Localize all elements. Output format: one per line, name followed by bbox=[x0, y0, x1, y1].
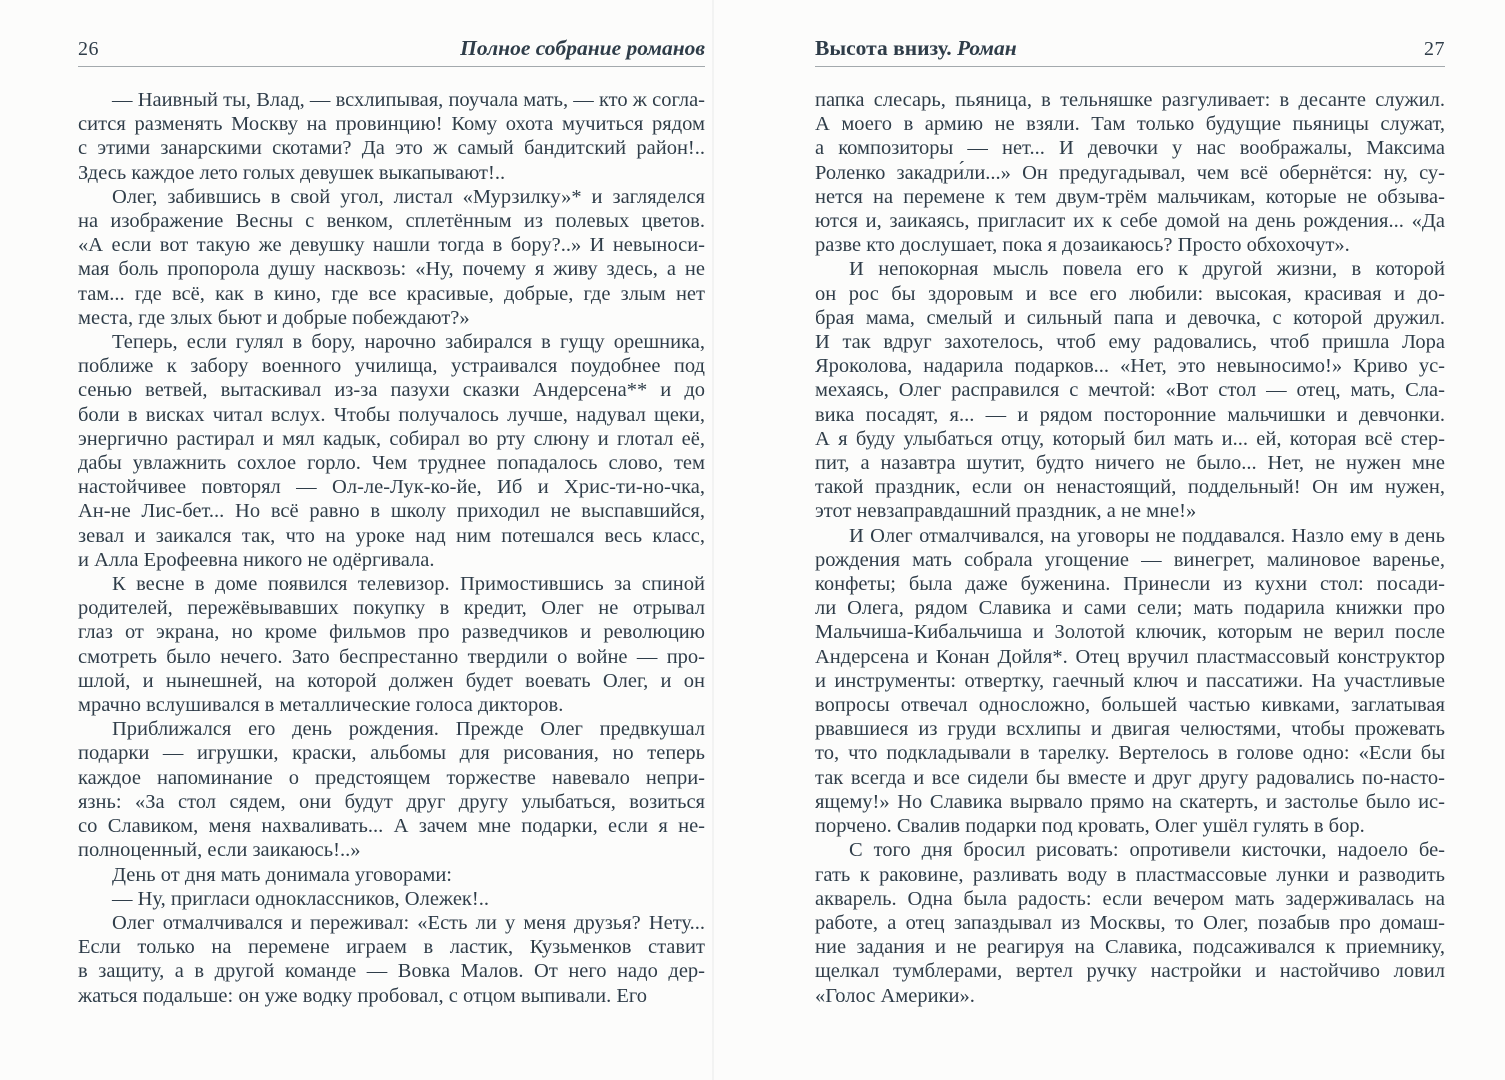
page-number-left: 26 bbox=[78, 38, 99, 60]
running-title-left: Полное собрание романов bbox=[460, 36, 705, 60]
text-line: места, где злых бьют и добрые побеждают?» bbox=[78, 306, 470, 329]
text-line: А моего в армию не взяли. Там только будущие пьяницы служат, bbox=[815, 113, 1445, 136]
paragraph bbox=[78, 863, 705, 887]
text-line: родителей, пережёвывавших покупку в кредит, Олег не отрывал bbox=[78, 597, 705, 620]
paragraph bbox=[815, 524, 1445, 839]
text-line: язнь: «За стол сядем, они будут друг другу улыбаться, возиться bbox=[78, 790, 705, 813]
text-line: каждое напоминание о предстоящем торжестве навевало непри- bbox=[78, 766, 705, 789]
text-line: нется на перемене к тем двум-трём мальчикам, которые не обзыва- bbox=[815, 185, 1445, 208]
paragraph bbox=[78, 330, 705, 572]
text-line: порчено. Свалив подарки под кровать, Олег ушёл гулять в бор. bbox=[815, 815, 1365, 838]
paragraph bbox=[78, 185, 705, 330]
text-line: акварель. Одна была радость: если вечером мать задерживалась на bbox=[815, 887, 1445, 910]
paragraph bbox=[815, 838, 1445, 1007]
page-header-left bbox=[78, 36, 705, 62]
text-line: сится разменять Москву на провинцию! Кому охота мучиться рядом bbox=[78, 113, 705, 136]
text-line: папка слесарь, пьяница, в тельняшке разгуливает: в десанте служил. bbox=[815, 89, 1445, 111]
text-line: И так вдруг захотелось, чтоб ему радовались, чтоб пришла Лора bbox=[815, 331, 1445, 354]
text-line: разве кто дослушает, пока я дозаикаюсь? Просто обхохочут». bbox=[815, 234, 1350, 257]
text-line: Олег, забившись в свой угол, листал «Мурзилку»* и загляделся bbox=[112, 185, 705, 208]
text-line: работе, а отец запаздывал из Москвы, то Олег, позабыв про домаш- bbox=[815, 911, 1445, 934]
text-line: Олег отмалчивался и переживал: «Есть ли у меня друзья? Нету... bbox=[112, 911, 705, 934]
text-line: то, что подкладывали в тарелку. Вертелось в голове одно: «Если бы bbox=[815, 742, 1445, 765]
text-line: мрачно вслушивался в металлические голоса дикторов. bbox=[78, 694, 564, 717]
page-body-right bbox=[815, 88, 1445, 1008]
text-line: Мальчиша-Кибальчиша и Золотой ключик, которым не верил после bbox=[815, 621, 1445, 644]
paragraph bbox=[78, 88, 705, 185]
text-line: — Наивный ты, Влад, — всхлипывая, поучала мать, — кто ж согла- bbox=[112, 89, 705, 111]
text-line: со Славиком, меня нахваливать... А зачем мне подарки, если я не- bbox=[78, 815, 705, 838]
text-line: шлой, и нынешней, на которой должен будет воевать Олег, и он bbox=[78, 669, 705, 692]
paragraph bbox=[815, 257, 1445, 523]
text-line: Андерсена и Конан Дойля*. Отец вручил пластмассовый конструктор bbox=[815, 645, 1445, 668]
text-line: в защиту, а в другой команде — Вовка Малов. От него надо дер- bbox=[78, 960, 705, 983]
text-line: подарки — игрушки, краски, альбомы для рисования, но теперь bbox=[78, 742, 705, 765]
text-line: конфеты; была даже буженина. Принесли из кухни стол: посади- bbox=[815, 573, 1445, 596]
paragraph bbox=[78, 717, 705, 862]
text-line: энергично растирал и мял кадык, собирал во рту слюну и глотал её, bbox=[78, 427, 705, 450]
text-line: А я буду улыбаться отцу, который бил мать и... ей, которая всё стер- bbox=[815, 427, 1445, 450]
text-line: полноценный, если заикаюсь!..» bbox=[78, 839, 361, 862]
text-line: Ан-не Лис-бет... Но всё равно в школу приходил не выспавшийся, bbox=[78, 500, 705, 523]
text-line: ящему!» Но Славика вырвало прямо на скатерть, и застолье было ис- bbox=[815, 790, 1445, 813]
text-line: такой праздник, если он ненастоящий, поддельный! Он им нужен, bbox=[815, 476, 1445, 499]
text-line: Теперь, если гулял в бору, нарочно забирался в гущу орешника, bbox=[112, 331, 705, 354]
text-line: Здесь каждое лето голых девушек выкапывают!.. bbox=[78, 161, 506, 184]
text-line: И Олег отмалчивался, на уговоры не поддавался. Назло ему в день bbox=[849, 524, 1445, 547]
text-line: ли Олега, рядом Славика и сами сели; мать подарила книжки про bbox=[815, 597, 1445, 620]
text-line: пит, а назавтра шутит, будто ничего не было... Нет, не нужен мне bbox=[815, 452, 1445, 475]
text-line: рвавшиеся из груди всхлипы и двигая челюстями, чтобы прожевать bbox=[815, 718, 1445, 741]
page-right bbox=[815, 0, 1445, 1080]
text-line: с этими занарскими скотами? Да это ж самый бандитский район!.. bbox=[78, 137, 705, 160]
text-line: мая боль пропорола душу насквозь: «Ну, почему я живу здесь, а не bbox=[78, 258, 705, 281]
text-line: смотреть было нечего. Зато беспрестанно твердили о войне — про- bbox=[78, 645, 705, 668]
text-line: И непокорная мысль повела его к другой жизни, в которой bbox=[849, 258, 1445, 281]
page-gutter bbox=[712, 0, 714, 1080]
text-line: рождения мать собрала угощение — винегрет, малиновое варенье, bbox=[815, 548, 1445, 571]
text-line: боли в висках читал вслух. Чтобы получалось лучше, надувал щеки, bbox=[78, 403, 705, 426]
text-line: он рос бы здоровым и все его любили: высокая, красивая и до- bbox=[815, 282, 1445, 305]
text-line: щелкал тумблерами, вертел ручку настройки и настойчиво ловил bbox=[815, 960, 1445, 983]
text-line: этот невзаправдашний праздник, а не мне!» bbox=[815, 500, 1197, 523]
paragraph bbox=[78, 887, 705, 911]
text-line: брая мама, смелый и сильный папа и девочка, с которой дружил. bbox=[815, 306, 1445, 329]
text-line: сенью ветвей, вытаскивал из-за пазухи сказки Андерсена** и до bbox=[78, 379, 705, 402]
text-line: Роленко закадри́ли...» Он предугадывал, чем всё обернётся: ну, су- bbox=[815, 161, 1445, 184]
text-line: а композиторы — нет... И девочки у нас воображалы, Максима bbox=[815, 137, 1445, 160]
text-line: там... где всё, как в кино, где все красивые, добрые, где злым нет bbox=[78, 282, 705, 305]
text-line: Приближался его день рождения. Прежде Олег предвкушал bbox=[112, 718, 705, 741]
page-body-left bbox=[78, 88, 705, 1008]
text-line: жаться подальше: он уже водку пробовал, с отцом выпивали. Его bbox=[78, 984, 648, 1007]
text-line: — Ну, пригласи одноклассников, Олежек!.. bbox=[112, 887, 489, 910]
text-line: Яроколова, надарила подарков... «Нет, это невыносимо!» Криво ус- bbox=[815, 355, 1445, 378]
text-line: поближе к забору военного училища, устраивался поудобнее под bbox=[78, 355, 705, 378]
header-rule-left bbox=[78, 66, 705, 67]
text-line: зевал и заикался так, что на уроке над ним потешался весь класс, bbox=[78, 524, 705, 547]
text-line: глаз от экрана, но кроме фильмов про разведчиков и революцию bbox=[78, 621, 705, 644]
text-line: «А если вот такую же девушку нашли тогда в бору?..» И невыноси- bbox=[78, 234, 705, 257]
page-number-right: 27 bbox=[1424, 38, 1445, 60]
text-line: дабы увлажнить сохлое горло. Чем труднее попадалось слово, тем bbox=[78, 452, 705, 475]
page-header-right bbox=[815, 36, 1445, 62]
paragraph bbox=[78, 911, 705, 1008]
text-line: вопросы отвечал односложно, большей частью кивками, заглатывая bbox=[815, 694, 1445, 717]
header-rule-right bbox=[815, 66, 1445, 67]
text-line: гать к раковине, разливать воду в пластмассовые лунки и разводить bbox=[815, 863, 1445, 886]
text-line: вика посадят, я... — и рядом посторонние мальчишки и девчонки. bbox=[815, 403, 1445, 426]
paragraph bbox=[78, 572, 705, 717]
text-line: и инструменты: отвертку, гаечный ключ и пассатижи. На участливые bbox=[815, 669, 1445, 692]
text-line: День от дня мать донимала уговорами: bbox=[112, 863, 452, 886]
text-line: и Алла Ерофеевна никого не одёргивала. bbox=[78, 548, 435, 571]
paragraph bbox=[815, 88, 1445, 257]
text-line: так всегда и все сидели бы вместе и друг другу радовались по-насто- bbox=[815, 766, 1445, 789]
running-title-right bbox=[815, 36, 1017, 61]
text-line: К весне в доме появился телевизор. Примостившись за спиной bbox=[112, 573, 705, 596]
text-line: «Голос Америки». bbox=[815, 984, 975, 1007]
text-line: мехаясь, Олег расправился с мечтой: «Вот стол — отец, мать, Сла- bbox=[815, 379, 1445, 402]
text-line: Если только на перемене играем в ластик, Кузьменков ставит bbox=[78, 936, 705, 959]
running-title-right-main: Высота внизу. bbox=[815, 36, 952, 60]
text-line: настойчивее повторял — Ол-ле-Лук-ко-йе, Иб и Хрис-ти-но-чка, bbox=[78, 476, 705, 499]
text-line: С того дня бросил рисовать: опротивели кисточки, надоело бе- bbox=[849, 839, 1445, 862]
running-title-right-subtitle: Роман bbox=[957, 36, 1017, 60]
text-line: ются и, заикаясь, пригласит их к себе домой на день рождения... «Да bbox=[815, 210, 1445, 233]
text-line: на изображение Весны с венком, сплетённым из полевых цветов. bbox=[78, 210, 705, 233]
page-left bbox=[78, 0, 705, 1080]
text-line: ние задания и не реагируя на Славика, подсаживался к приемнику, bbox=[815, 936, 1445, 959]
